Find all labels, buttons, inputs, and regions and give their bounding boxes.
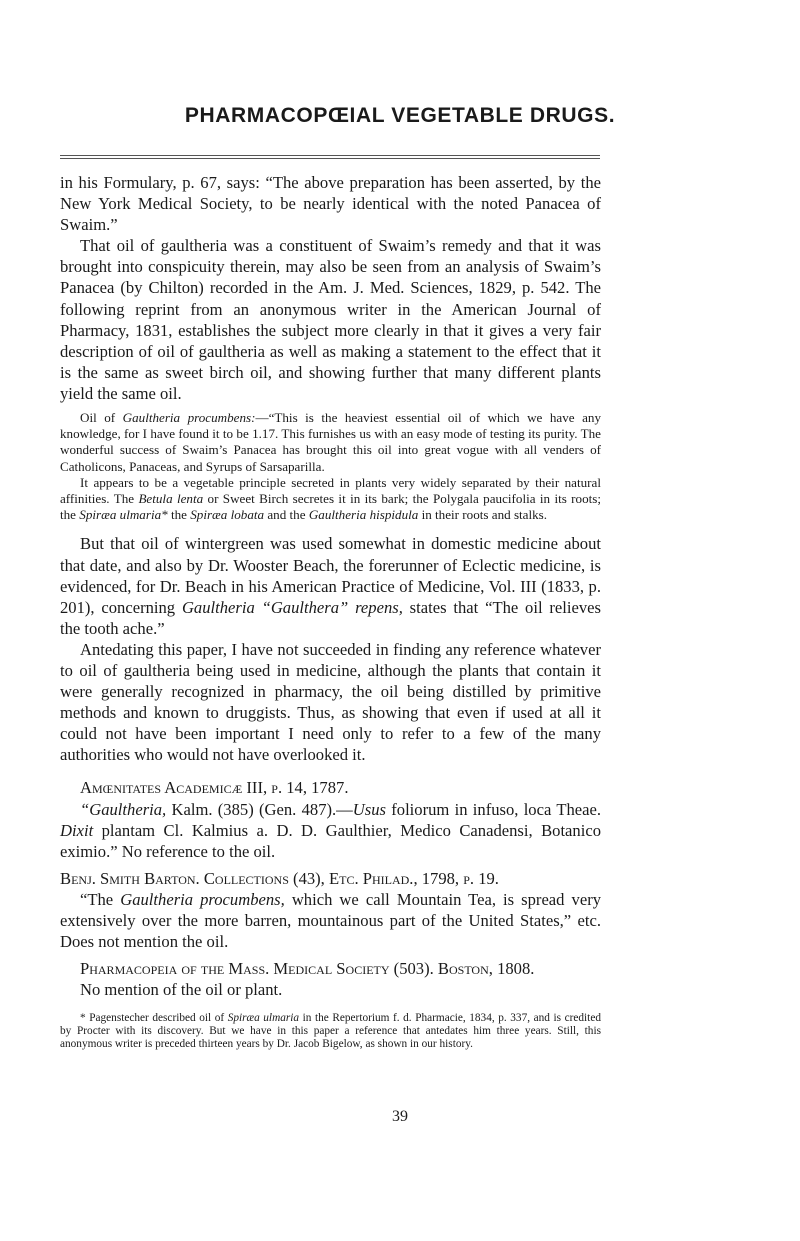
reference-heading-amoenitates: Amœnitates Academicæ III, p. 14, 1787. (80, 778, 349, 798)
reference-heading-barton: Benj. Smith Barton. Collections (43), Etc. Philad., 1798, p. 19. (60, 868, 499, 888)
paragraph-wintergreen-use: But that oil of wintergreen was used somewhat in domestic medicine about that date, and also by Dr. Wooster Beach, the forerunner of Eclectic medicine, is evidenced, for Dr. Beach in his American Practice of Medicine, Vol. III (1833, p. 201), concerning Gaultheria “Gaulthera” repens, states that “The oil relieves the tooth ache.” (60, 534, 601, 638)
reference-heading-pharmacopeia: Pharmacopeia of the Mass. Medical Society (503). Boston, 1808. (80, 959, 535, 979)
page-body (60, 172, 601, 1050)
footnote: * Pagenstecher described oil of Spiræa ulmaria in the Repertorium f. d. Pharmacie, 1834, p. 337, and is credited by Procter with its discovery. But we have in this paper a reference that antedates him three years. Still, this anonymous writer is preceded thirteen years by Dr. Jacob Bigelow, as shown in our history. (60, 1012, 601, 1050)
paragraph-formulary: in his Formulary, p. 67, says: “The above preparation has been asserted, by the New York Medical Society, to be nearly identical with the noted Panacea of Swaim.” (60, 173, 601, 235)
reference-text-pharmacopeia: No mention of the oil or plant. (80, 980, 283, 1000)
header-rule-top (60, 155, 600, 156)
header-rule-bottom (60, 158, 600, 159)
paragraph-antedating: Antedating this paper, I have not succeeded in finding any reference whatever to oil of gaultheria being used in medicine, although the plants that contain it were generally recognized in pharmacy, the oil being distilled by primitive methods and known to druggists. Thus, as showing that even if used at all it could not have been important I need only to refer to a few of the many authorities who would not have overlooked it. (60, 639, 601, 765)
quote-gaultheria-oil: Oil of Gaultheria procumbens:—“This is the heaviest essential oil of which we have any knowledge, for I have found it to be 1.17. This furnishes us with an easy mode of testing its purity. The wonderful success of Swaim’s Panacea has brought this oil into great vogue with all venders of Catholicons, Panaceas, and Syrups of Sarsaparilla. (60, 410, 601, 474)
quote-vegetable-principle: It appears to be a vegetable principle secreted in plants very widely separated by their natural affinities. The Betula lenta or Sweet Birch secretes it in its bark; the Polygala paucifolia in its roots; the Spiræa ulmaria* the Spiræa lobata and the Gaultheria hispidula in their roots and stalks. (60, 474, 602, 523)
reference-text-amoenitates: “Gaultheria, Kalm. (385) (Gen. 487).—Usus foliorum in infuso, loca Theae. Dixit plantam Cl. Kalmius a. D. D. Gaulthier, Medico Canadensi, Botanico eximio.” No reference to the oil. (60, 799, 601, 861)
reference-text-barton: “The Gaultheria procumbens, which we call Mountain Tea, is spread very extensively over the more barren, mountainous part of the United States,” etc. Does not mention the oil. (60, 889, 602, 952)
page-header: PHARMACOPŒIAL VEGETABLE DRUGS. (184, 104, 616, 127)
page-number: 39 (392, 1108, 408, 1125)
paragraph-swaim-remedy: That oil of gaultheria was a constituent of Swaim’s remedy and that it was brought into conspicuity therein, may also be seen from an analysis of Swaim’s Panacea (by Chilton) recorded in the Am. J. Med. Sciences, 1829, p. 542. The following reprint from an anonymous writer in the American Journal of Pharmacy, 1831, establishes the subject more clearly in that it gives a very fair description of oil of gaultheria as well as making a statement to the effect that it is the same as sweet birch oil, and showing further that many different plants yield the same oil. (60, 236, 601, 403)
